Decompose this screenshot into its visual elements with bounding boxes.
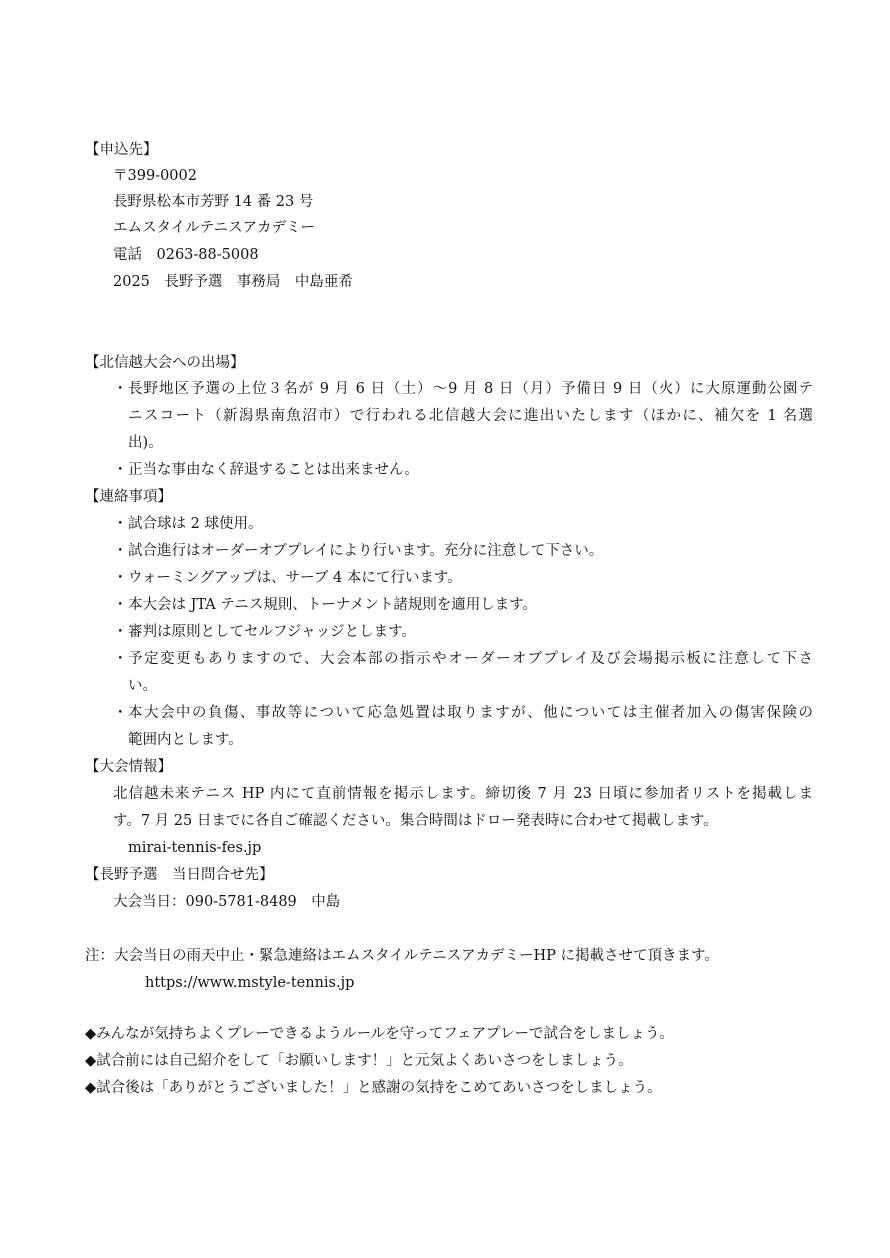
hokushinetsu-item-1-line-3: 出)。 [128, 435, 163, 451]
notes-item-6-line-2: い。 [128, 678, 157, 694]
notes-item-6-line-1: 予定変更もありますので、大会本部の指示やオーダーオブプレイ及び会場掲示板に注意して下さ [128, 651, 813, 667]
info-heading: 【大会情報】 [85, 759, 172, 775]
info-url[interactable]: mirai-tennis-fes.jp [128, 840, 262, 856]
note-text: 注：大会当日の雨天中止・緊急連絡はエムスタイルテニスアカデミーHP に掲載させて頂きます。 [85, 948, 719, 964]
notes-item-5: 審判は原則としてセルフジャッジとします。 [128, 624, 416, 640]
apply-contact: 2025 長野予選 事務局 中島亜希 [113, 274, 353, 290]
bullet: ・ [113, 570, 128, 586]
notes-item-7-line-1: 本大会中の負傷、事故等について応急処置は取りますが、他については主催者加入の傷害保険の [128, 705, 813, 721]
apply-postal: 〒399-0002 [113, 168, 197, 184]
hokushinetsu-item-1-line-1: 長野地区予選の上位３名が 9 月 6 日（土）～9 月 8 日（月）予備日 9 日（火）に大原運動公園テ [128, 381, 813, 397]
dayof-heading: 【長野予選 当日問合せ先】 [85, 867, 274, 883]
bullet: ・ [113, 624, 128, 640]
bullet: ・ [113, 597, 128, 613]
info-line-2: す。7 月 25 日までに各自ご確認ください。集合時間はドロー発表時に合わせて掲載します。 [113, 813, 718, 829]
apply-org: エムスタイルテニスアカデミー [113, 220, 315, 236]
bullet: ・ [113, 516, 128, 532]
notes-item-7-line-2: 範囲内とします。 [128, 732, 243, 748]
bullet: ・ [113, 462, 128, 478]
notes-item-3: ウォーミングアップは、サーブ 4 本にて行います。 [128, 570, 462, 586]
notes-item-2: 試合進行はオーダーオブプレイにより行います。充分に注意して下さい。 [128, 543, 604, 559]
bullet: ・ [113, 381, 128, 397]
hokushinetsu-item-2: 正当な事由なく辞退することは出来ません。 [128, 462, 419, 478]
bullet: ・ [113, 543, 128, 559]
closing-line-1: ◆みんなが気持ちよくプレーできるようルールを守ってフェアプレーで試合をしましょう。 [85, 1026, 674, 1042]
hokushinetsu-item-1-line-2: ニスコート（新潟県南魚沼市）で行われる北信越大会に進出いたします（ほかに、補欠を 1 名選 [128, 408, 813, 424]
apply-address: 長野県松本市芳野 14 番 23 号 [113, 194, 314, 210]
apply-heading: 【申込先】 [85, 142, 158, 158]
bullet: ・ [113, 651, 128, 667]
hokushinetsu-heading: 【北信越大会への出場】 [85, 355, 245, 371]
notes-heading: 【連絡事項】 [85, 489, 172, 505]
bullet: ・ [113, 705, 128, 721]
note-url[interactable]: https://www.mstyle-tennis.jp [145, 975, 355, 991]
apply-phone: 電話 0263-88-5008 [113, 247, 259, 263]
closing-line-2: ◆試合前には自己紹介をして「お願いします！」と元気よくあいさつをしましょう。 [85, 1053, 633, 1069]
dayof-line: 大会当日：090-5781-8489 中島 [113, 894, 341, 910]
notes-item-1: 試合球は 2 球使用。 [128, 516, 263, 532]
info-line-1: 北信越未来テニス HP 内にて直前情報を掲示します。締切後 7 月 23 日頃に参加者リストを掲載しま [113, 786, 813, 802]
notes-item-4: 本大会は JTA テニス規則、トーナメント諸規則を適用します。 [128, 597, 538, 613]
closing-line-3: ◆試合後は「ありがとうございました！」と感謝の気持をこめてあいさつをしましょう。 [85, 1080, 662, 1096]
